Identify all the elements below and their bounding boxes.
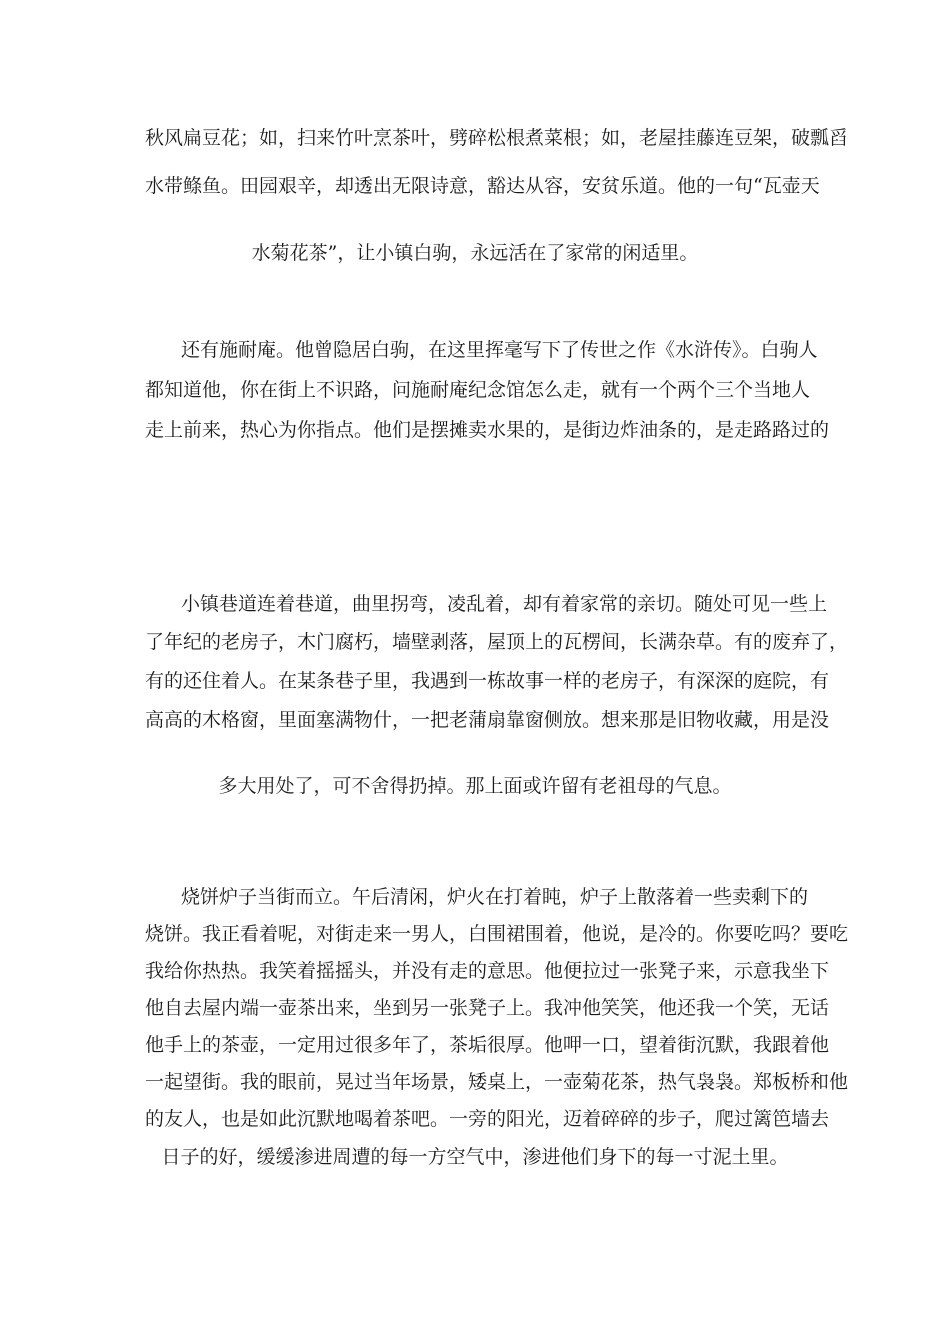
text-line: 秋风扁豆花；如，扫来竹叶烹茶叶，劈碎松根煮菜根；如，老屋挂藤连豆架，破瓢舀 — [145, 127, 849, 149]
text-line: 小镇巷道连着巷道，曲里拐弯，凌乱着，却有着家常的亲切。随处可见一些上 — [181, 593, 828, 615]
text-line: 烧饼炉子当街而立。午后清闲，炉火在打着盹，炉子上散落着一些卖剩下的 — [181, 886, 809, 908]
text-line: 有的还住着人。在某条巷子里，我遇到一栋故事一样的老房子，有深深的庭院，有 — [145, 670, 830, 692]
text-line: 日子的好，缓缓渗进周遭的每一方空气中，渗进他们身下的每一寸泥土里。 — [161, 1146, 789, 1168]
text-line: 还有施耐庵。他曾隐居白驹，在这里挥毫写下了传世之作《水浒传》。白驹人 — [181, 339, 818, 361]
text-line: 高高的木格窗，里面塞满物什，一把老蒲扇靠窗侧放。想来那是旧物收藏，用是没 — [145, 709, 830, 731]
text-line: 我给你热热。我笑着摇摇头，并没有走的意思。他便拉过一张凳子来，示意我坐下 — [145, 960, 830, 982]
text-line: 的友人，也是如此沉默地喝着茶吧。一旁的阳光，迈着碎碎的步子，爬过篱笆墙去 — [145, 1108, 830, 1130]
text-line: 水菊花茶”，让小镇白驹，永远活在了家常的闲适里。 — [251, 242, 699, 264]
text-line: 他手上的茶壶，一定用过很多年了，茶垢很厚。他呷一口，望着街沉默，我跟着他 — [145, 1034, 830, 1056]
text-line: 都知道他，你在街上不识路，问施耐庵纪念馆怎么走，就有一个两个三个当地人 — [145, 379, 811, 401]
text-line: 水带鲦鱼。田园艰辛，却透出无限诗意，豁达从容，安贫乐道。他的一句“瓦壶天 — [145, 175, 820, 197]
text-line: 了年纪的老房子，木门腐朽，墙壁剥落，屋顶上的瓦楞间，长满杂草。有的废弃了， — [145, 631, 849, 653]
text-line: 他自去屋内端一壶茶出来，坐到另一张凳子上。我冲他笑笑，他还我一个笑，无话 — [145, 997, 830, 1019]
text-line: 多大用处了，可不舍得扔掉。那上面或许留有老祖母的气息。 — [218, 775, 732, 797]
text-line: 烧饼。我正看着呢，对街走来一男人，白围裙围着，他说，是冷的。你要吃吗？要吃 — [145, 923, 849, 945]
text-line: 走上前来，热心为你指点。他们是摆摊卖水果的，是街边炸油条的，是走路路过的 — [145, 419, 830, 441]
text-line: 一起望街。我的眼前，晃过当年场景，矮桌上，一壶菊花茶，热气袅袅。郑板桥和他 — [145, 1071, 849, 1093]
